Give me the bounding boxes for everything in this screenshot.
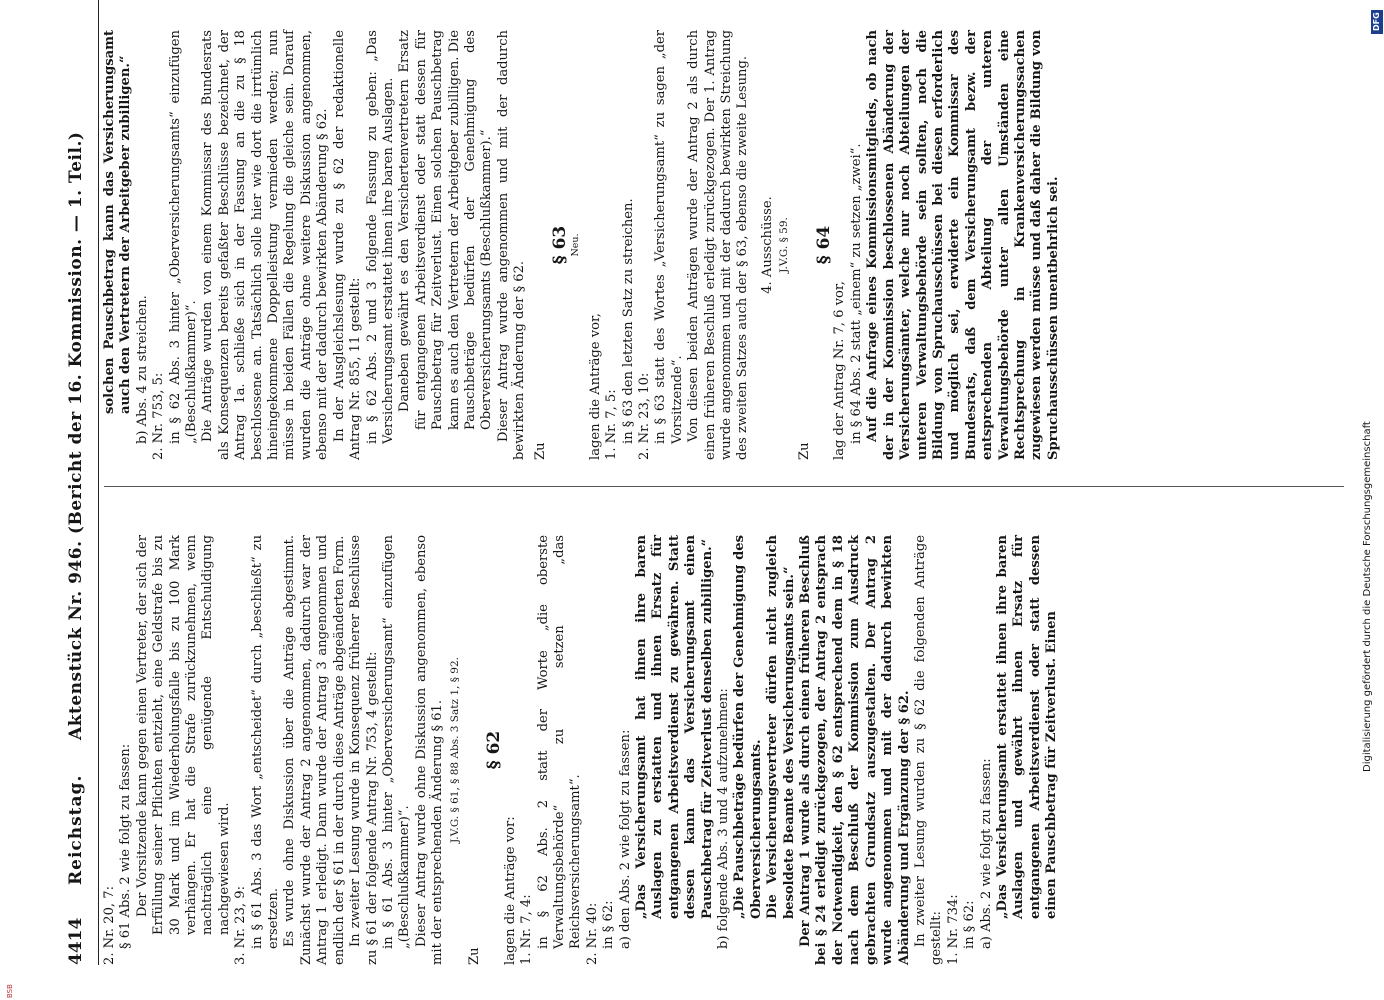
text-line: in § 61 Abs. 3 das Wort „entscheidet“ durch „beschließt“ zu ersetzen. — [249, 535, 282, 949]
text-line: in § 62 Abs. 3 hinter „Oberversicherungsamts“ einzufügen „(Beschlußkammer)“. — [167, 30, 200, 444]
paragraph: Der Antrag 1 wurde als durch einen früheren Beschluß bei § 24 erledigt zurückgezogen, der Antrag 2 entsprach der Notwendigkeit, den § 62 entsprechend dem in § 18 nach dem Beschluß der Kommission zum Ausdruck gebrachten Grundsatz auszugestalten. Der Antrag 2 wurde angenommen und mit der dadurch bewirkten Abänderung und Ergänzung der § 62. — [798, 535, 912, 965]
text-line: in § 62: — [601, 900, 617, 949]
paragraph: Auf die Anfrage eines Kommissionsmitglieds, ob nach der in der Kommission beschlossenen Abänderung der Versicherungsämter, welche nur noch Abteilungen der unteren Verwaltungsbehörde sein sollten, noch die Bildung von Spruchausschüssen bei diesen erforderlich und möglich sei, erwiderte ein Kommissar des Bundesrats, daß dem Versicherungsamt bezw. der entsprechenden Abteilung der unteren Verwaltungsbehörde unter allen Umständen eine Rechtsprechung in Krankenversicherungssachen zugewiesen werden müsse und daß daher die Bildung von Spruchausschüssen unentbehrlich sei. — [865, 30, 1061, 460]
quoted-text: „Das Versicherungsamt erstattet ihnen ihre baren Auslagen und gewährt ihnen Ersatz für entgangenen Arbeitsverdienst oder statt dessen einen Pauschbetrag für Zeitverlust. Einen — [994, 535, 1060, 919]
text-line: b) folgende Abs. 3 und 4 aufzunehmen: — [716, 688, 732, 949]
reference: J.V.G. § 61, § 88 Abs. 3 Satz 1, § 92. — [448, 657, 461, 843]
left-column — [102, 535, 1061, 965]
subsection-heading: 4. Ausschüsse. — [759, 196, 775, 294]
text-line: in § 62 Abs. 2 statt der Worte „die oberste Verwaltungsbehörde“ zu setzen „das Reichsversicherungsamt“. — [535, 535, 584, 949]
zu-label: Zu — [796, 442, 812, 460]
paragraph: Der Vorsitzende kann gegen einen Vertreter, der sich der Erfüllung seiner Pflichten entzieht, eine Geldstrafe bis zu 30 Mark und im Wiederholungsfalle bis zu 100 Mark verhängen. Er hat die Strafe zurückzunehmen, wenn nachträglich eine genügende Entschuldigung nachgewiesen wird. — [134, 535, 232, 935]
quoted-text: „Das Versicherungsamt hat ihnen ihre baren Auslagen zu erstatten und ihnen Ersatz für entgangenen Arbeitsverdienst zu gewähren. Statt dessen kann das Versicherungsamt einen Pauschbetrag für Zeitverlust denselben zubilligen.“ — [634, 535, 715, 919]
section-heading: § 64 — [814, 225, 835, 265]
column-divider — [104, 486, 1344, 487]
item-number: 1. Nr. 734: — [945, 894, 961, 965]
zu-label: Zu — [466, 947, 482, 965]
item-number: 2. Nr. 753, 5: — [151, 372, 167, 460]
item-number: 2. Nr. 23, 10: — [637, 372, 652, 460]
quoted-text: solchen Pauschbetrag kann das Versicherungsamt auch den Vertretern der Arbeitgeber zubilligen.“ — [102, 30, 134, 414]
text-line: a) den Abs. 2 wie folgt zu fassen: — [617, 729, 633, 949]
text-line: in § 62: — [962, 900, 978, 949]
text-line: lagen die Anträge vor: — [502, 816, 518, 965]
paragraph: Dieser Antrag wurde angenommen und mit der dadurch bewirkten Änderung der § 62. — [495, 30, 528, 460]
page-header — [58, 0, 99, 965]
paragraph: Es wurde ohne Diskussion über die Anträge abgestimmt. Zunächst wurde der Antrag 2 angenommen, dadurch war der Antrag 1 erledigt. Dann wurde der Antrag 3 angenommen und endlich der § 61 in der durch diese Anträge abgeänderten Form. — [282, 535, 347, 965]
item-number: 3. Nr. 23, 9: — [233, 886, 249, 965]
item-number: 1. Nr. 7, 4: — [519, 894, 535, 965]
paragraph: Von diesen beiden Anträgen wurde der Antrag 2 als durch einen früheren Beschluß erledigt zurückgezogen. Der 1. Antrag wurde angenommen und mit der dadurch bewirkten Streichung des zweiten Satzes auch der § 63, ebenso die zweite Lesung. — [686, 30, 751, 460]
text-line: in § 63 statt des Wortes „Versicherungsamt“ zu sagen „der Vorsitzende“. — [653, 30, 685, 444]
paragraph: Die Anträge wurden von einem Kommissar des Bundesrats als Konsequenzen bereits gefaßter Beschlüsse bezeichnet, der Antrag 1a. schließe sich in der Fassung an die zu § 18 beschlossene an. Tatsächlich solle hier wie dort die irrtümlich hineingekommene Doppelleistung vermieden werden; nun müsse in beiden Fällen die Regelung die gleiche sein. Darauf wurden die Anträge ohne weitere Diskussion angenommen, ebenso mit der dadurch bewirkten Abänderung § 62. — [200, 30, 331, 460]
section-heading: § 62 — [484, 730, 505, 770]
quoted-text: „Die Pauschbeträge bedürfen der Genehmigung des Oberversicherungsamts. — [732, 535, 764, 919]
item-number: 2. Nr. 20, 7: — [102, 886, 117, 965]
item-number: 1. Nr. 7, 5: — [604, 389, 620, 460]
section-note: Neu. — [570, 233, 582, 257]
rotated-page — [58, 0, 1358, 965]
paragraph: In der Ausgleichslesung wurde zu § 62 der redaktionelle Antrag Nr. 855, 11 gestellt: — [331, 30, 364, 460]
header-body: Reichstag. — [66, 774, 86, 885]
text-line: lag der Antrag Nr. 7, 6 vor, — [832, 281, 848, 460]
library-stamp: BSB — [6, 984, 14, 998]
reference: J.V.G. § 59. — [778, 217, 791, 273]
zu-label: Zu — [532, 442, 548, 460]
item-number: 2. Nr. 40: — [584, 902, 600, 965]
paragraph: In zweiter Lesung wurde in Konsequenz früherer Beschlüsse zu § 61 der folgende Antrag Nr. 753, 4 gestellt: — [348, 535, 380, 965]
header-title: Aktenstück Nr. 946. (Bericht der 16. Kommission. — 1. Teil.) — [66, 131, 86, 740]
text-line: b) Abs. 4 zu streichen. — [134, 295, 150, 444]
text-line: a) Abs. 2 wie folgt zu fassen: — [978, 758, 994, 949]
text-line: in § 63 den letzten Satz zu streichen. — [620, 198, 636, 444]
text-line: in § 62 Abs. 2 und 3 folgende Fassung zu geben: „Das Versicherungsamt erstattet ihnen ihre baren Auslagen. — [364, 30, 396, 444]
paragraph: In zweiter Lesung wurden zu § 62 die folgenden Anträge gestellt: — [912, 535, 945, 965]
section-heading: § 63 — [549, 225, 570, 265]
dfg-logo: DFG — [1371, 10, 1383, 34]
text-line: lagen die Anträge vor, — [587, 313, 603, 460]
digitization-credit: Digitalisierung gefördert durch die Deutsche Forschungsgemeinschaft — [1362, 421, 1373, 772]
quoted-text: Die Versicherungsvertreter dürfen nicht zugleich besoldete Beamte des Versicherungsamts sein.“ — [765, 535, 797, 919]
paragraph: Dieser Antrag wurde ohne Diskussion angenommen, ebenso mit der entsprechenden Änderung § 61. — [413, 535, 446, 965]
page-number: 4414 — [66, 917, 86, 965]
text-line: in § 61 Abs. 3 hinter „Oberversicherungsamt“ einzufügen „(Beschlußkammer)“. — [380, 535, 413, 949]
text-line: § 61 Abs. 2 wie folgt zu fassen: — [118, 743, 134, 949]
right-column — [102, 30, 1062, 460]
text-line: in § 64 Abs. 2 statt „einem“ zu setzen „zwei“. — [848, 143, 864, 444]
quoted-text: Daneben gewährt es den Versichertenvertretern Ersatz für entgangenen Arbeitsverdienst oder statt dessen für Pauschbetrag für Zeitverlust. Einen solchen Pauschbetrag kann es auch den Vertretern der Arbeitgeber zubilligen. Die Pauschbeträge bedürfen der Genehmigung des Oberversicherungsamts (Beschlußkammer).“ — [397, 29, 495, 430]
